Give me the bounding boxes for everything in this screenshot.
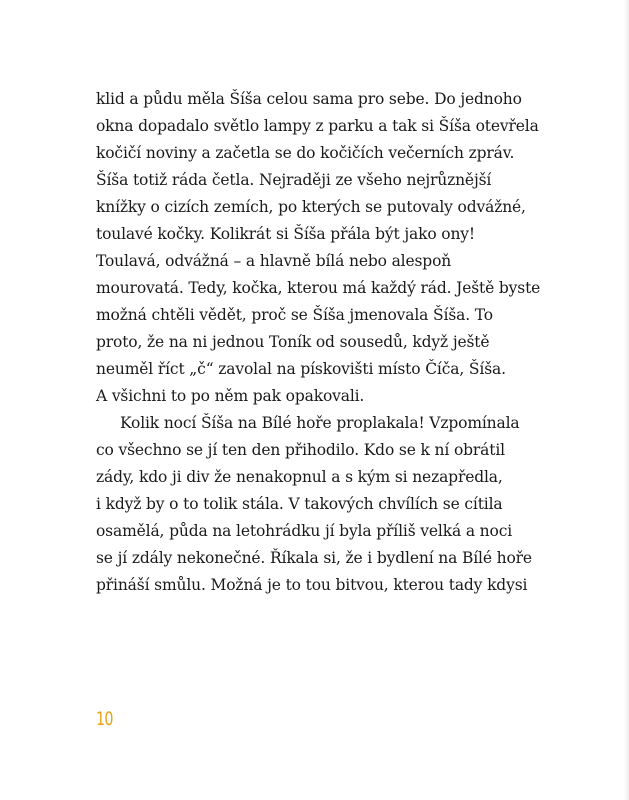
text-line: knížky o cizích zemích, po kterých se putovaly odvážné, <box>96 198 526 216</box>
text-line: mourovatá. Tedy, kočka, kterou má každý rád. Ještě byste <box>96 279 541 297</box>
text-line: i když by o to tolik stála. V takových chvílích se cítila <box>96 495 503 513</box>
text-line: proto, že na ni jednou Toník od sousedů, když ještě <box>96 333 490 351</box>
page-edge <box>624 0 629 800</box>
text-line: Šíša totiž ráda četla. Nejraději ze všeho nejrůznější <box>96 171 492 189</box>
text-line: přináší smůlu. Možná je to tou bitvou, kterou tady kdysi <box>96 576 528 594</box>
body-text <box>96 86 546 599</box>
text-line: Toulavá, odvážná – a hlavně bílá nebo alespoň <box>96 252 452 270</box>
text-line: okna dopadalo světlo lampy z parku a tak si Šíša otevřela <box>96 117 539 135</box>
text-line: se jí zdály nekonečné. Říkala si, že i bydlení na Bílé hoře <box>96 549 532 567</box>
text-line: A všichni to po něm pak opakovali. <box>96 387 365 405</box>
text-line: kočičí noviny a začetla se do kočičích večerních zpráv. <box>96 144 515 162</box>
paragraph-first-line: Kolik nocí Šíša na Bílé hoře proplakala! Vzpomínala <box>120 414 520 432</box>
text-line: co všechno se jí ten den přihodilo. Kdo se k ní obrátil <box>96 441 505 459</box>
text-line: zády, kdo ji div že nenakopnul a s kým si nezapředla, <box>96 468 503 486</box>
text-line: toulavé kočky. Kolikrát si Šíša přála být jako ony! <box>96 225 475 243</box>
text-line: klid a půdu měla Šíša celou sama pro sebe. Do jednoho <box>96 90 522 108</box>
text-line: možná chtěli vědět, proč se Šíša jmenovala Šíša. To <box>96 306 493 324</box>
text-line: neuměl říct „č“ zavolal na pískovišti místo Číča, Šíša. <box>96 360 506 378</box>
page-number: 10 <box>96 708 113 730</box>
text-line: osamělá, půda na letohrádku jí byla příliš velká a noci <box>96 522 513 540</box>
